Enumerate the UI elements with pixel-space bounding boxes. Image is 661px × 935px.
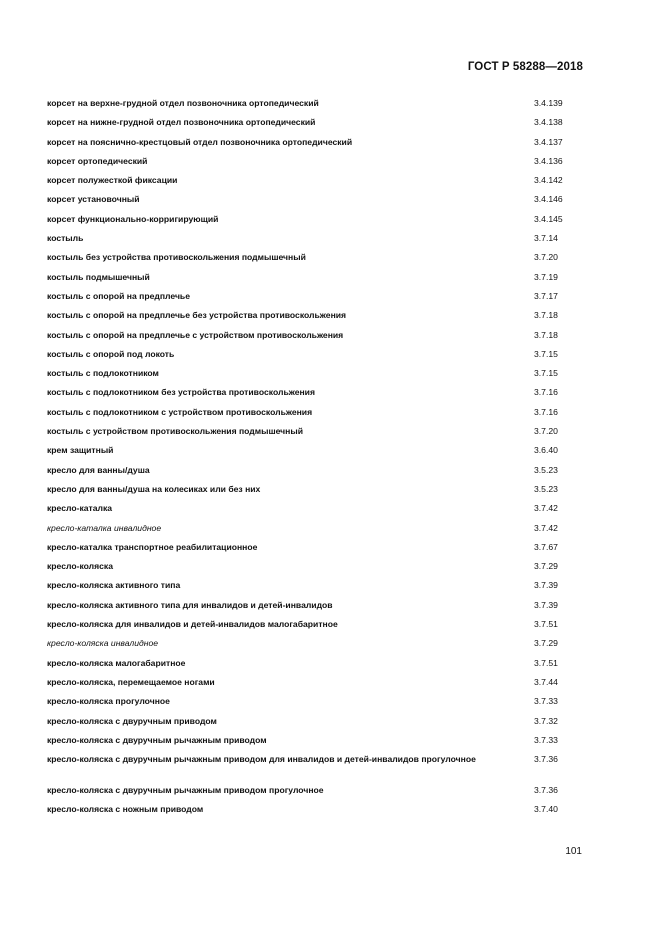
index-term: костыль подмышечный: [47, 271, 150, 282]
index-reference: 3.7.16: [534, 387, 558, 398]
index-term: костыль с опорой на предплечье с устройством противоскольжения: [47, 329, 344, 340]
index-reference: 3.7.51: [534, 619, 558, 630]
index-entry: [47, 443, 567, 462]
index-term: кресло-коляска для инвалидов и детей-инвалидов малогабаритное: [47, 619, 338, 630]
index-entry: [47, 694, 567, 713]
index-term: костыль без устройства противоскольжения подмышечный: [47, 252, 306, 263]
index-reference: 3.6.40: [534, 445, 558, 456]
index-term: костыль с опорой на предплечье без устройства противоскольжения: [47, 310, 347, 321]
index-entry: [47, 636, 567, 655]
index-term: костыль с подлокотником с устройством противоскольжения: [47, 406, 313, 417]
index-entry: [47, 308, 567, 327]
index-entry: [47, 192, 567, 211]
index-term: корсет на нижне-грудной отдел позвоночника ортопедический: [47, 117, 316, 128]
index-reference: 3.4.137: [534, 136, 563, 147]
index-entry: [47, 733, 567, 752]
index-term: костыль с устройством противоскольжения подмышечный: [47, 426, 303, 437]
index-reference: 3.7.29: [534, 638, 558, 649]
index-entry: [47, 482, 567, 501]
index-term: корсет полужесткой фиксации: [47, 175, 178, 186]
index-term: кресло-коляска, перемещаемое ногами: [47, 676, 215, 687]
index-term: костыль: [47, 233, 84, 244]
index-reference: 3.7.29: [534, 561, 558, 572]
index-reference: 3.7.40: [534, 804, 558, 815]
index-term: корсет на пояснично-крестцовый отдел позвоночника ортопедический: [47, 136, 353, 147]
index-reference: 3.7.15: [534, 348, 558, 359]
index-reference: 3.4.139: [534, 98, 563, 108]
index-reference: 3.7.19: [534, 271, 558, 282]
index-reference: 3.4.146: [534, 194, 563, 205]
index-reference: 3.7.33: [534, 696, 558, 707]
index-entry: [47, 540, 567, 559]
index-term: корсет ортопедический: [47, 155, 148, 166]
index-entry: [47, 250, 567, 269]
index-entry: [47, 154, 567, 173]
index-reference: 3.7.18: [534, 329, 558, 340]
index-entry: [47, 424, 567, 443]
index-term: костыль с подлокотником: [47, 368, 159, 379]
index-term: корсет установочный: [47, 194, 140, 205]
index-entry: [47, 783, 567, 802]
index-entry: [47, 578, 567, 597]
index-reference: 3.7.14: [534, 233, 558, 244]
index-entry: [47, 96, 567, 115]
index-entry: [47, 802, 567, 821]
index-entry: [47, 173, 567, 192]
index-reference: 3.7.39: [534, 580, 558, 591]
index-reference: 3.7.67: [534, 541, 558, 552]
index-entry: [47, 501, 567, 520]
index-term: кресло-коляска с двуручным рычажным приводом для инвалидов и детей-инвалидов прогулочное: [47, 754, 476, 765]
index-entry: [47, 463, 567, 482]
index-reference: 3.7.32: [534, 715, 558, 726]
term-index-list: [47, 96, 567, 822]
index-reference: 3.7.42: [534, 522, 558, 533]
index-entry: [47, 617, 567, 636]
index-entry: [47, 598, 567, 617]
index-entry: [47, 328, 567, 347]
index-entry: [47, 115, 567, 134]
index-reference: 3.7.42: [534, 503, 558, 514]
index-entry: [47, 521, 567, 540]
index-entry: [47, 656, 567, 675]
index-term: кресло-коляска с двуручным рычажным приводом прогулочное: [47, 785, 324, 796]
document-header: ГОСТ Р 58288—2018: [467, 61, 583, 73]
index-entry: [47, 212, 567, 231]
index-reference: 3.7.16: [534, 406, 558, 417]
index-entry: [47, 559, 567, 578]
index-reference: 3.7.15: [534, 368, 558, 379]
index-term: корсет функционально-корригирующий: [47, 213, 219, 224]
index-reference: 3.7.39: [534, 599, 558, 610]
index-reference: 3.4.145: [534, 213, 563, 224]
index-reference: 3.7.51: [534, 657, 558, 668]
index-reference: 3.7.33: [534, 734, 558, 745]
index-reference: 3.7.18: [534, 310, 558, 321]
index-entry: [47, 289, 567, 308]
index-term: кресло-коляска малогабаритное: [47, 657, 186, 668]
index-term: корсет на верхне-грудной отдел позвоночника ортопедический: [47, 98, 319, 108]
index-entry: [47, 366, 567, 385]
index-term: костыль с опорой на предплечье: [47, 290, 190, 301]
index-term: кресло-коляска с двуручным рычажным приводом: [47, 734, 267, 745]
index-term: кресло-коляска активного типа: [47, 580, 181, 591]
index-entry: [47, 714, 567, 733]
index-term: кресло-коляска прогулочное: [47, 696, 170, 707]
index-reference: 3.7.36: [534, 754, 558, 765]
index-term: кресло-каталка транспортное реабилитационное: [47, 541, 258, 552]
index-reference: 3.5.23: [534, 464, 558, 475]
index-term: костыль с опорой под локоть: [47, 348, 175, 359]
index-reference: 3.7.44: [534, 676, 558, 687]
index-term: крем защитный: [47, 445, 114, 456]
index-entry: [47, 752, 567, 783]
index-entry: [47, 135, 567, 154]
index-term: кресло-коляска инвалидное: [47, 638, 159, 649]
index-entry: [47, 347, 567, 366]
index-term: кресло-коляска активного типа для инвалидов и детей-инвалидов: [47, 599, 333, 610]
page-number: 101: [565, 846, 582, 857]
index-term: кресло-каталка инвалидное: [47, 522, 162, 533]
index-entry: [47, 231, 567, 250]
index-term: кресло-каталка: [47, 503, 113, 514]
index-term: кресло-коляска: [47, 561, 114, 572]
index-reference: 3.4.136: [534, 155, 563, 166]
index-reference: 3.7.17: [534, 290, 558, 301]
index-reference: 3.7.20: [534, 252, 558, 263]
index-reference: 3.7.36: [534, 785, 558, 796]
index-entry: [47, 385, 567, 404]
index-entry: [47, 270, 567, 289]
index-reference: 3.4.138: [534, 117, 563, 128]
index-reference: 3.5.23: [534, 483, 558, 494]
index-term: кресло-коляска с ножным приводом: [47, 804, 204, 815]
index-term: кресло-коляска с двуручным приводом: [47, 715, 217, 726]
index-entry: [47, 675, 567, 694]
index-term: костыль с подлокотником без устройства противоскольжения: [47, 387, 315, 398]
index-term: кресло для ванны/душа на колесиках или без них: [47, 483, 261, 494]
index-reference: 3.4.142: [534, 175, 563, 186]
index-term: кресло для ванны/душа: [47, 464, 150, 475]
index-reference: 3.7.20: [534, 426, 558, 437]
index-entry: [47, 405, 567, 424]
